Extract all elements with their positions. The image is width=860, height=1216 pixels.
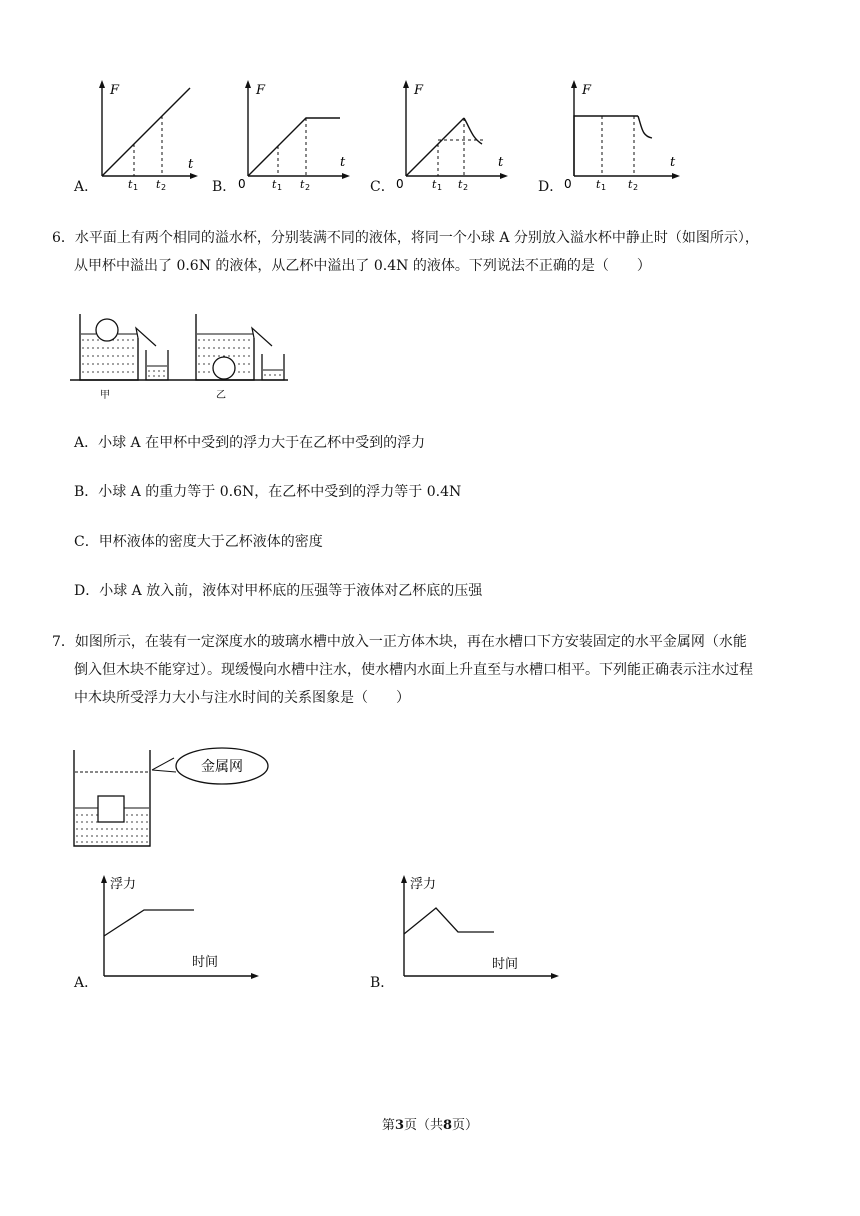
q7-graph-a [94,872,264,982]
question-7 [52,628,822,712]
q5-graph-b [236,78,356,192]
footer-total-pages: 8 [443,1118,453,1133]
footer-suffix: 页） [452,1118,479,1133]
q5-graph-d [562,78,688,192]
wooden-block [98,796,124,822]
origin-label: 0 [238,177,246,191]
axis-t-label: t [340,155,346,170]
q5-option-a[interactable]: A． [74,179,99,195]
axis-t-label: t [670,155,676,170]
question-6-line1: 水平面上有两个相同的溢水杯，分别装满不同的液体，将同一个小球 A 分别放入溢水杯中静止时（如图所示）， [74,230,759,246]
axis-f-label: F [110,83,120,98]
t2-label: t [156,178,161,191]
t2-sub: 2 [305,183,311,192]
question-6-line2: 从甲杯中溢出了 0.6N 的液体，从乙杯中溢出了 0.4N 的液体。下列说法不正确的是（ ） [74,258,651,274]
question-6-number: 6． [52,230,75,246]
t1-label: t [128,178,133,191]
axis-f-label: F [582,83,592,98]
t1-label: t [432,178,437,191]
q5-option-d[interactable]: D． [538,179,564,195]
ball-a-jia [96,319,118,341]
axis-f-label: F [256,83,266,98]
q7-option-a[interactable]: A． [74,975,99,991]
q6-option-b[interactable]: B．小球 A 的重力等于 0.6N，在乙杯中受到的浮力等于 0.4N [74,484,462,500]
question-6 [52,224,822,280]
footer-middle: 页（共 [403,1118,443,1133]
q6-diagram [70,310,290,402]
q6-option-d[interactable]: D．小球 A 放入前，液体对甲杯底的压强等于液体对乙杯底的压强 [74,583,483,599]
axis-f-label: F [414,83,424,98]
footer-prefix: 第 [381,1118,395,1133]
t2-label: t [628,178,633,191]
graph-x-label: 时间 [192,955,219,970]
q5-option-b[interactable]: B． [212,179,237,195]
label-jia: 甲 [100,390,110,401]
q7-graph-b [394,872,564,982]
cup-jia [80,314,168,380]
q7-option-b[interactable]: B． [370,975,395,991]
q5-graph-a [90,78,200,192]
t1-sub: 1 [601,183,607,192]
question-7-line2: 倒入但木块不能穿过）。现缓慢向水槽中注水，使水槽内水面上升直至与水槽口相平。下列能正确表示注水过程 [74,662,753,678]
page-footer [0,1114,860,1133]
origin-label: 0 [564,177,572,191]
question-7-line3: 中木块所受浮力大小与注水时间的关系图象是（ ） [74,690,410,706]
t1-label: t [596,178,601,191]
q5-graph-c [394,78,514,192]
label-yi: 乙 [216,390,226,401]
ball-a-yi [213,357,235,379]
t1-sub: 1 [437,183,443,192]
q6-option-a[interactable]: A．小球 A 在甲杯中受到的浮力大于在乙杯中受到的浮力 [74,435,426,451]
q7-tank-diagram [70,744,280,850]
callout-text: 金属网 [201,759,243,775]
graph-x-label: 时间 [492,957,519,972]
t1-sub: 1 [133,183,139,192]
axis-t-label: t [498,155,504,170]
axis-t-label: t [188,157,194,172]
graph-y-label: 浮力 [410,877,437,892]
t1-sub: 1 [277,183,283,192]
q5-option-c[interactable]: C． [370,179,395,195]
q6-option-c[interactable]: C．甲杯液体的密度大于乙杯液体的密度 [74,534,323,550]
question-7-line1: 如图所示，在装有一定深度水的玻璃水槽中放入一正方体木块，再在水槽口下方安装固定的水平金属网（水能 [74,634,747,650]
t2-label: t [458,178,463,191]
t2-sub: 2 [161,183,167,192]
cup-yi [196,314,284,380]
origin-label: 0 [396,177,404,191]
t2-sub: 2 [633,183,639,192]
question-7-number: 7． [52,634,75,650]
footer-page-number: 3 [394,1118,404,1133]
t2-sub: 2 [463,183,469,192]
t2-label: t [300,178,305,191]
graph-y-label: 浮力 [110,877,137,892]
t1-label: t [272,178,277,191]
